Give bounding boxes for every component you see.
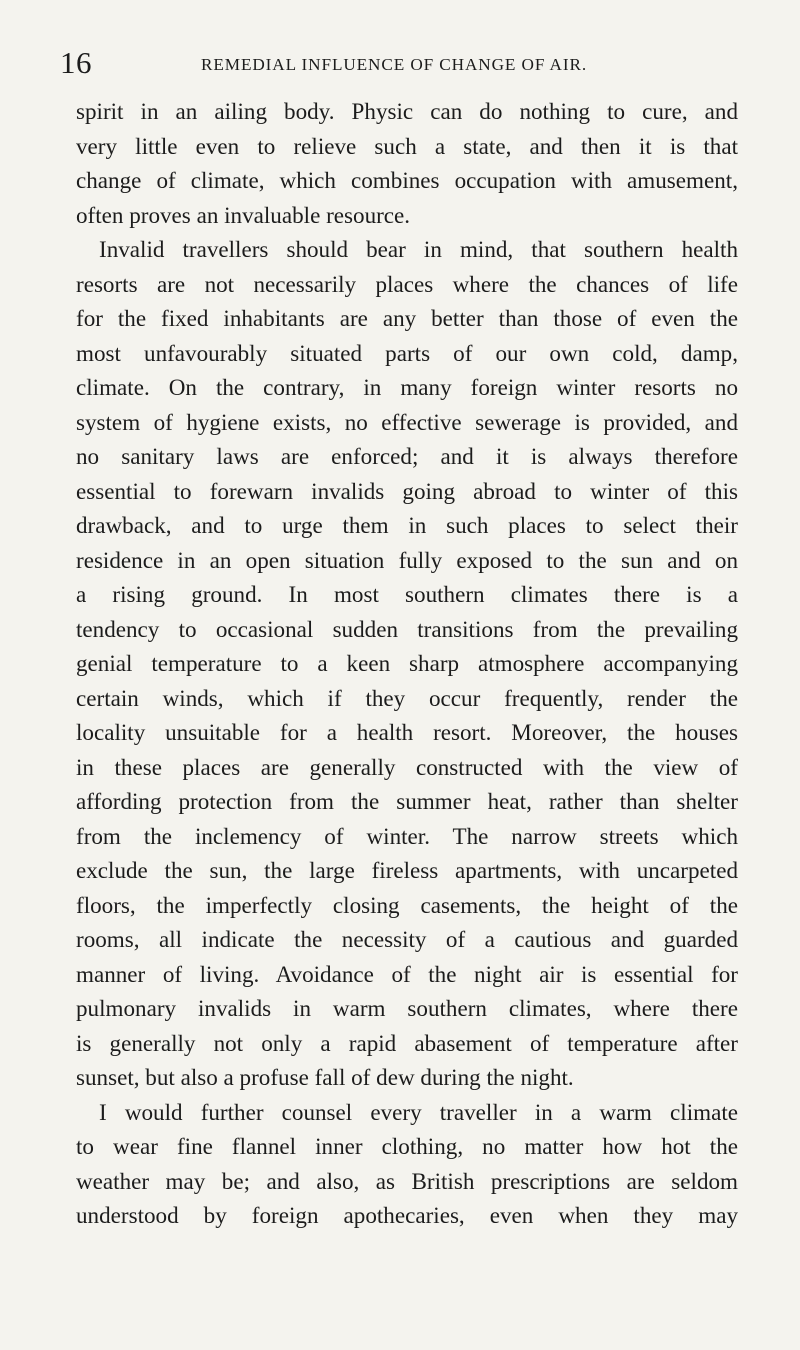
body-text — [76, 94, 738, 1233]
text-line: spirit in an ailing body. Physic can do nothing to cure, and — [76, 98, 738, 124]
text-line: essential to forewarn invalids going abroad to winter of this — [76, 477, 738, 504]
text-line: change of climate, which combines occupation with amusement, — [76, 167, 738, 193]
text-line: a rising ground. In most southern climates there is a — [76, 581, 738, 607]
text-line: rooms, all indicate the necessity of a cautious and guarded — [76, 926, 738, 952]
text-line: system of hygiene exists, no effective sewerage is provided, and — [76, 408, 738, 435]
text-line: affording protection from the summer heat, rather than shelter — [76, 788, 738, 814]
text-line: genial temperature to a keen sharp atmosphere accompanying — [76, 650, 738, 676]
text-line: sunset, but also a profuse fall of dew during the night. — [76, 1064, 574, 1090]
page-number: 16 — [60, 45, 92, 80]
text-line: resorts are not necessarily places where the chances of life — [76, 270, 738, 297]
paragraph-1 — [76, 94, 738, 232]
running-title: REMEDIAL INFLUENCE OF CHANGE OF AIR. — [201, 55, 588, 74]
text-line: weather may be; and also, as British prescriptions are seldom — [76, 1167, 738, 1194]
text-line: no sanitary laws are enforced; and it is always therefore — [76, 443, 738, 469]
text-line: in these places are generally constructed with the view of — [76, 753, 738, 780]
text-line: from the inclemency of winter. The narrow streets which — [76, 822, 738, 849]
text-line: is generally not only a rapid abasement of temperature after — [76, 1029, 738, 1056]
text-line: exclude the sun, the large fireless apartments, with uncarpeted — [76, 857, 738, 883]
text-line: tendency to occasional sudden transitions from the prevailing — [76, 615, 738, 642]
text-line: understood by foreign apothecaries, even when they may — [76, 1202, 738, 1228]
paragraph-3 — [76, 1095, 738, 1233]
text-line: certain winds, which if they occur frequently, render the — [76, 684, 738, 711]
text-line: climate. On the contrary, in many foreign winter resorts no — [76, 374, 738, 400]
text-line: manner of living. Avoidance of the night air is essential for — [76, 960, 738, 987]
paragraph-2 — [76, 232, 738, 1095]
text-line: very little even to relieve such a state, and then it is that — [76, 132, 738, 159]
text-line: to wear fine flannel inner clothing, no matter how hot the — [76, 1133, 738, 1159]
text-line: I would further counsel every traveller in a warm climate — [99, 1098, 738, 1125]
text-line: often proves an invaluable resource. — [76, 201, 411, 228]
running-head — [60, 46, 740, 80]
text-line: pulmonary invalids in warm southern climates, where there — [76, 995, 738, 1021]
text-line: for the fixed inhabitants are any better than those of even the — [76, 305, 738, 331]
text-line: residence in an open situation fully exposed to the sun and on — [76, 546, 738, 573]
text-line: locality unsuitable for a health resort. Moreover, the houses — [76, 719, 738, 745]
text-line: drawback, and to urge them in such places to select their — [76, 512, 738, 538]
text-line: Invalid travellers should bear in mind, that southern health — [99, 236, 738, 262]
text-line: floors, the imperfectly closing casements, the height of the — [76, 891, 738, 918]
text-line: most unfavourably situated parts of our own cold, damp, — [76, 339, 738, 366]
